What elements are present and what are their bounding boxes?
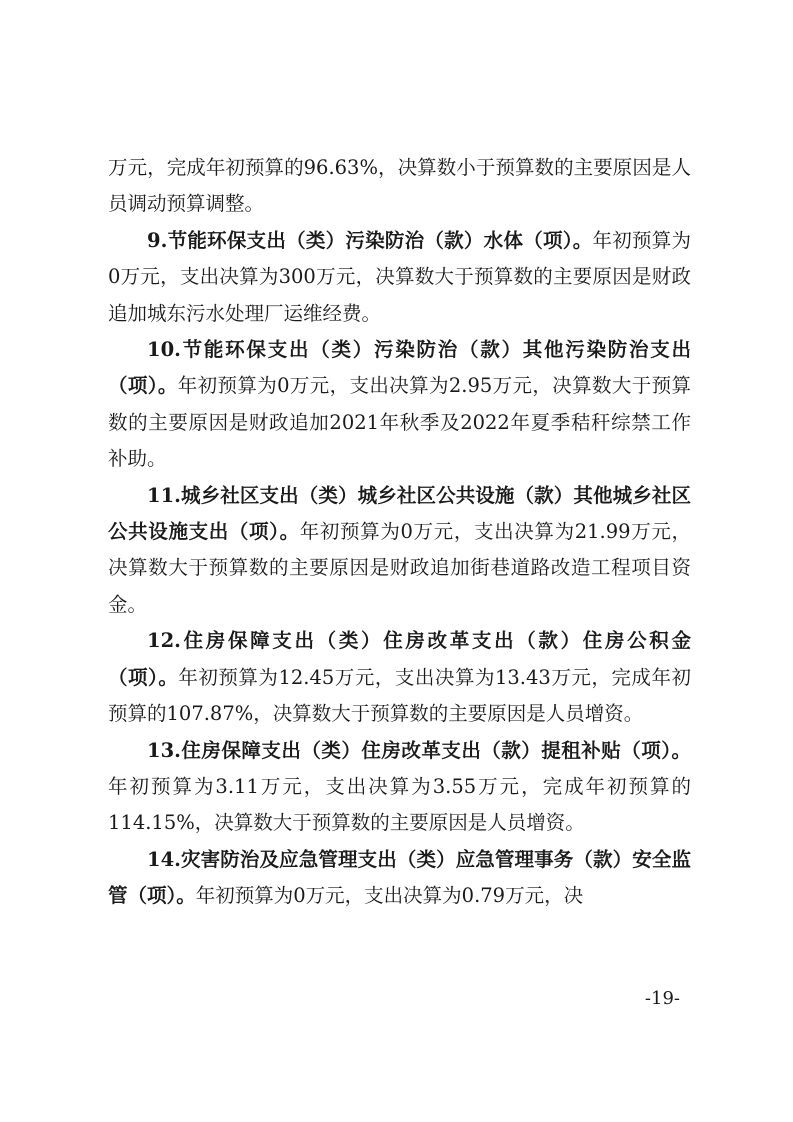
item-12-text: 年初预算为12.45万元，支出决算为13.43万元，完成年初预算的107.87%，决算数大于预算数的主要原因是人员增资。	[108, 665, 691, 726]
item-14-heading: 14.灾害防治及应急管理支出（类）应急管理事务（款）安全监管（项）。	[108, 847, 691, 908]
item-14-text: 年初预算为0万元，支出决算为0.79万元，决	[195, 884, 584, 908]
item-12-paragraph	[108, 623, 691, 732]
item-14-paragraph	[108, 842, 691, 915]
item-9-paragraph	[108, 223, 691, 332]
item-11-heading: 11.城乡社区支出（类）城乡社区公共设施（款）其他城乡社区公共设施支出（项）。	[108, 483, 691, 544]
page-number: -19-	[644, 988, 680, 1009]
item-11-text: 年初预算为0万元，支出决算为21.99万元，决算数大于预算数的主要原因是财政追加街巷道路改造工程项目资金。	[108, 520, 691, 616]
item-10-text: 年初预算为0万元，支出决算为2.95万元，决算数大于预算数的主要原因是财政追加2021年秋季及2022年夏季秸秆综禁工作补助。	[108, 374, 691, 471]
item-10-paragraph	[108, 332, 691, 478]
item-13-paragraph	[108, 733, 691, 842]
item-9-heading: 9.节能环保支出（类）污染防治（款）水体（项）。	[147, 228, 593, 252]
item-11-paragraph	[108, 478, 691, 624]
item-9-text: 年初预算为0万元，支出决算为300万元，决算数大于预算数的主要原因是财政追加城东污水处理厂运维经费。	[108, 228, 691, 325]
document-body	[108, 150, 691, 915]
item-13-text: 年初预算为3.11万元，支出决算为3.55万元，完成年初预算的114.15%，决算数大于预算数的主要原因是人员增资。	[108, 774, 691, 835]
intro-continuation-paragraph: 万元，完成年初预算的96.63%，决算数小于预算数的主要原因是人员调动预算调整。	[108, 156, 691, 216]
item-12-heading: 12.住房保障支出（类）住房改革支出（款）住房公积金（项）。	[108, 629, 691, 689]
item-13-heading: 13.住房保障支出（类）住房改革支出（款）提租补贴（项）。	[147, 738, 691, 762]
item-10-heading: 10.节能环保支出（类）污染防治（款）其他污染防治支出（项）。	[108, 338, 691, 398]
